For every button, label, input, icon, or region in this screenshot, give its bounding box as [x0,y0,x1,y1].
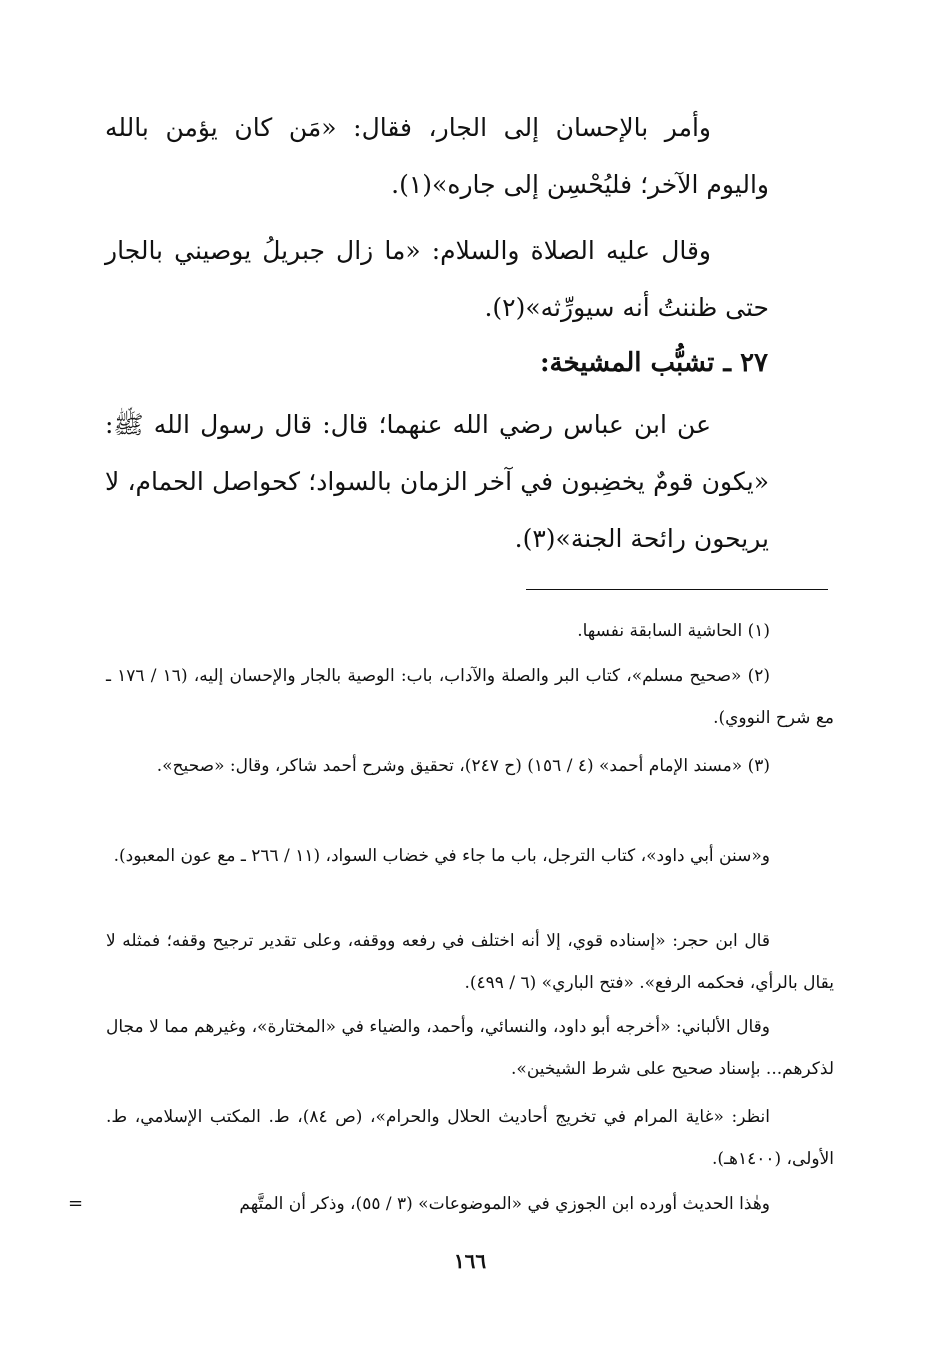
page-number: ١٦٦ [453,1249,487,1273]
footnote-3-ghayat-al-maram: انظر: «غاية المرام في تخريج أحاديث الحلال والحرام»، (ص ٨٤)، ط. المكتب الإسلامي، ط. الأولى، (١٤٠٠هـ). [106,1107,834,1169]
footnote-3-ibn-hajar: قال ابن حجر: «إسناده قوي، إلا أنه اختلف في رفعه ووقفه، وعلى تقدير ترجيح وقفه؛ فمثله لا يقال بالرأي، فحكمه الرفع». «فتح الباري» (٦ / ٤٩٩). [106,931,834,993]
footnote-1: (١) الحاشية السابقة نفسها. [577,621,770,641]
paragraph-neighbor-hadith: وأمر بالإحسان إلى الجار، فقال: «مَن كان يؤمن بالله واليوم الآخر؛ فليُحْسِن إلى جاره»(١). [105,113,769,199]
footnote-3-albani: وقال الألباني: «أخرجه أبو داود، والنسائي، وأحمد، والضياء في «المختارة»، وغيرهم مما لا مجال لذكرهم... بإسناد صحيح على شرط الشيخين». [106,1017,834,1079]
continuation-mark: = [68,1193,84,1214]
section-heading: ٢٧ ـ تشبُّب المشيخة: [539,348,768,378]
footnote-3-ibn-al-jawzi: وهٰذا الحديث أورده ابن الجوزي في «الموضوعات» (٣ / ٥٥)، وذكر أن المتَّهم [239,1194,770,1214]
footnote-separator [526,589,828,590]
footnote-2: (٢) «صحيح مسلم»، كتاب البر والصلة والآداب، باب: الوصية بالجار والإحسان إليه، (١٦ / ١٧٦ ـ مع شرح النووي). [106,666,834,728]
footnote-3: (٣) «مسند الإمام أحمد» (٤ / ١٥٦) (ح ٢٤٧)، تحقيق وشرح أحمد شاكر، وقال: «صحيح». [156,756,770,776]
footnote-3-abu-dawud: و«سنن أبي داود»، كتاب الترجل، باب ما جاء في خضاب السواد، (١١ / ٢٦٦ ـ مع عون المعبود). [113,846,770,866]
paragraph-dye-hadith: عن ابن عباس رضي الله عنهما؛ قال: قال رسول الله ﷺ: «يكون قومٌ يخضِبون في آخر الزمان بالسواد؛ كحواصل الحمام، لا يريحون رائحة الجنة»(٣). [105,410,769,553]
paragraph-jibril-hadith: وقال عليه الصلاة والسلام: «ما زال جبريلُ يوصيني بالجار حتى ظننتُ أنه سيورِّثه»(٢). [105,236,769,322]
